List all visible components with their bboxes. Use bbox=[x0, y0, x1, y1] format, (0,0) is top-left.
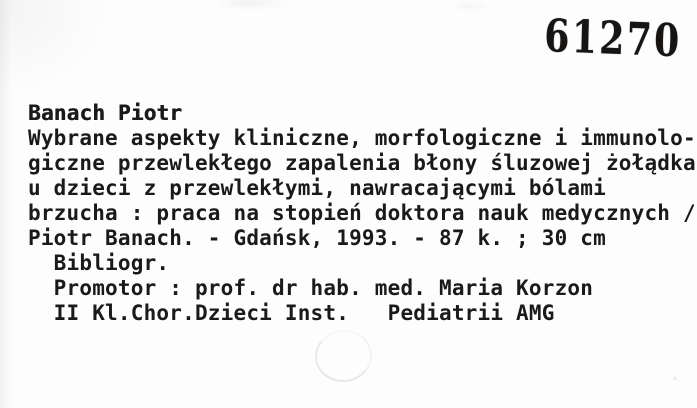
catalog-line-bibliogr: Bibliogr. bbox=[28, 251, 170, 275]
accession-number-stamp: 61270 bbox=[543, 9, 683, 68]
scan-speck bbox=[672, 376, 678, 381]
catalog-line-title-2: giczne przewlekłego zapalenia błony śluzowej żołądka bbox=[28, 151, 696, 175]
author-heading: Banach Piotr bbox=[28, 101, 183, 125]
catalog-line-institution: II Kl.Chor.Dzieci Inst. Pediatrii AMG bbox=[28, 301, 555, 325]
scan-smudge bbox=[450, 0, 490, 12]
scan-edge-shade bbox=[0, 0, 12, 408]
catalog-line-title-4: brzucha : praca na stopień doktora nauk medycznych / bbox=[28, 201, 696, 225]
catalog-line-imprint: Piotr Banach. - Gdańsk, 1993. - 87 k. ; 30 cm bbox=[28, 226, 606, 250]
catalog-record bbox=[28, 101, 696, 326]
scan-smudge bbox=[210, 0, 290, 11]
scan-shade-topleft bbox=[0, 0, 110, 95]
ring-mark bbox=[312, 326, 376, 385]
catalog-line-promotor: Promotor : prof. dr hab. med. Maria Korzon bbox=[28, 276, 594, 300]
catalog-line-title-1: Wybrane aspekty kliniczne, morfologiczne i immunolo- bbox=[28, 126, 696, 150]
catalog-line-title-3: u dzieci z przewlekłymi, nawracającymi bólami bbox=[28, 176, 606, 200]
